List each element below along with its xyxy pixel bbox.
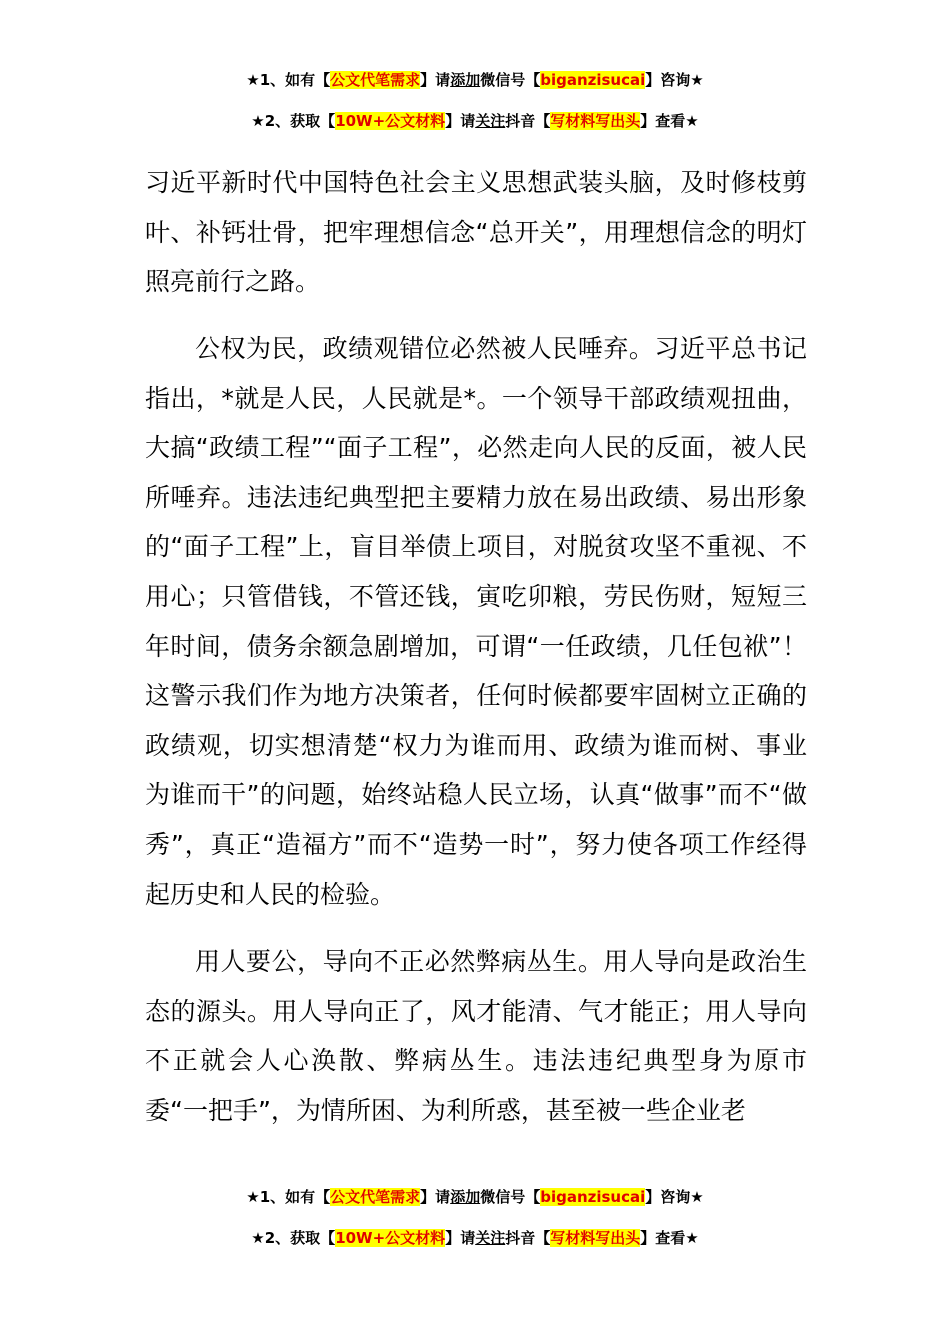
banner-highlight: biganzisucai bbox=[540, 1188, 646, 1206]
banner-highlight: biganzisucai bbox=[540, 71, 646, 89]
banner-highlight: 写材料写出头 bbox=[550, 1229, 641, 1247]
banner-text: 微信号【 bbox=[480, 1188, 541, 1206]
banner-text: 】查看★ bbox=[640, 1229, 699, 1247]
footer-banner-line-1 bbox=[0, 1186, 950, 1208]
banner-text: ★2、获取【 bbox=[251, 112, 336, 130]
banner-underlined: 关注 bbox=[475, 112, 506, 130]
banner-highlight: 10W+公文材料 bbox=[335, 112, 446, 130]
banner-text: 】请 bbox=[420, 71, 451, 89]
banner-highlight: 写材料写出头 bbox=[550, 112, 641, 130]
banner-text: 】咨询★ bbox=[645, 1188, 704, 1206]
footer-banner-line-2 bbox=[0, 1227, 950, 1249]
banner-text: 】请 bbox=[420, 1188, 451, 1206]
banner-text: 】咨询★ bbox=[645, 71, 704, 89]
banner-text: ★1、如有【 bbox=[246, 1188, 331, 1206]
banner-underlined: 关注 bbox=[475, 1229, 506, 1247]
banner-text: 抖音【 bbox=[505, 1229, 551, 1247]
banner-text: ★1、如有【 bbox=[246, 71, 331, 89]
paragraph-3: 用人要公，导向不正必然弊病丛生。用人导向是政治生态的源头。用人导向正了，风才能清、气才能正；用人导向不正就会人心涣散、弊病丛生。违法违纪典型身为原市委“一把手”，为情所困、为利所惑，甚至被一些企业老 bbox=[145, 947, 807, 1125]
banner-underlined: 添加 bbox=[450, 71, 481, 89]
banner-highlight: 10W+公文材料 bbox=[335, 1229, 446, 1247]
banner-text: 微信号【 bbox=[480, 71, 541, 89]
banner-highlight: 公文代笔需求 bbox=[330, 1188, 421, 1206]
banner-highlight: 公文代笔需求 bbox=[330, 71, 421, 89]
paragraph-1: 习近平新时代中国特色社会主义思想武装头脑，及时修枝剪叶、补钙壮骨，把牢理想信念“总开关”，用理想信念的明灯照亮前行之路。 bbox=[145, 168, 807, 297]
paragraph-2: 公权为民，政绩观错位必然被人民唾弃。习近平总书记指出，*就是人民，人民就是*。一个领导干部政绩观扭曲，大搞“政绩工程”“面子工程”，必然走向人民的反面，被人民所唾弃。违法违纪典型把主要精力放在易出政绩、易出形象的“面子工程”上，盲目举债上项目，对脱贫攻坚不重视、不用心；只管借钱，不管还钱，寅吃卯粮，劳民伤财，短短三年时间，债务余额急剧增加，可谓“一任政绩，几任包袱”！这警示我们作为地方决策者，任何时候都要牢固树立正确的政绩观，切实想清楚“权力为谁而用、政绩为谁而树、事业为谁而干”的问题，始终站稳人民立场，认真“做事”而不“做秀”，真正“造福方”而不“造势一时”，努力使各项工作经得起历史和人民的检验。 bbox=[145, 334, 807, 909]
banner-text: 】请 bbox=[445, 112, 476, 130]
banner-text: 抖音【 bbox=[505, 112, 551, 130]
banner-text: 】请 bbox=[445, 1229, 476, 1247]
header-banner-line-2 bbox=[0, 110, 950, 132]
header-banner-line-1 bbox=[0, 69, 950, 91]
banner-underlined: 添加 bbox=[450, 1188, 481, 1206]
banner-text: ★2、获取【 bbox=[251, 1229, 336, 1247]
banner-text: 】查看★ bbox=[640, 112, 699, 130]
